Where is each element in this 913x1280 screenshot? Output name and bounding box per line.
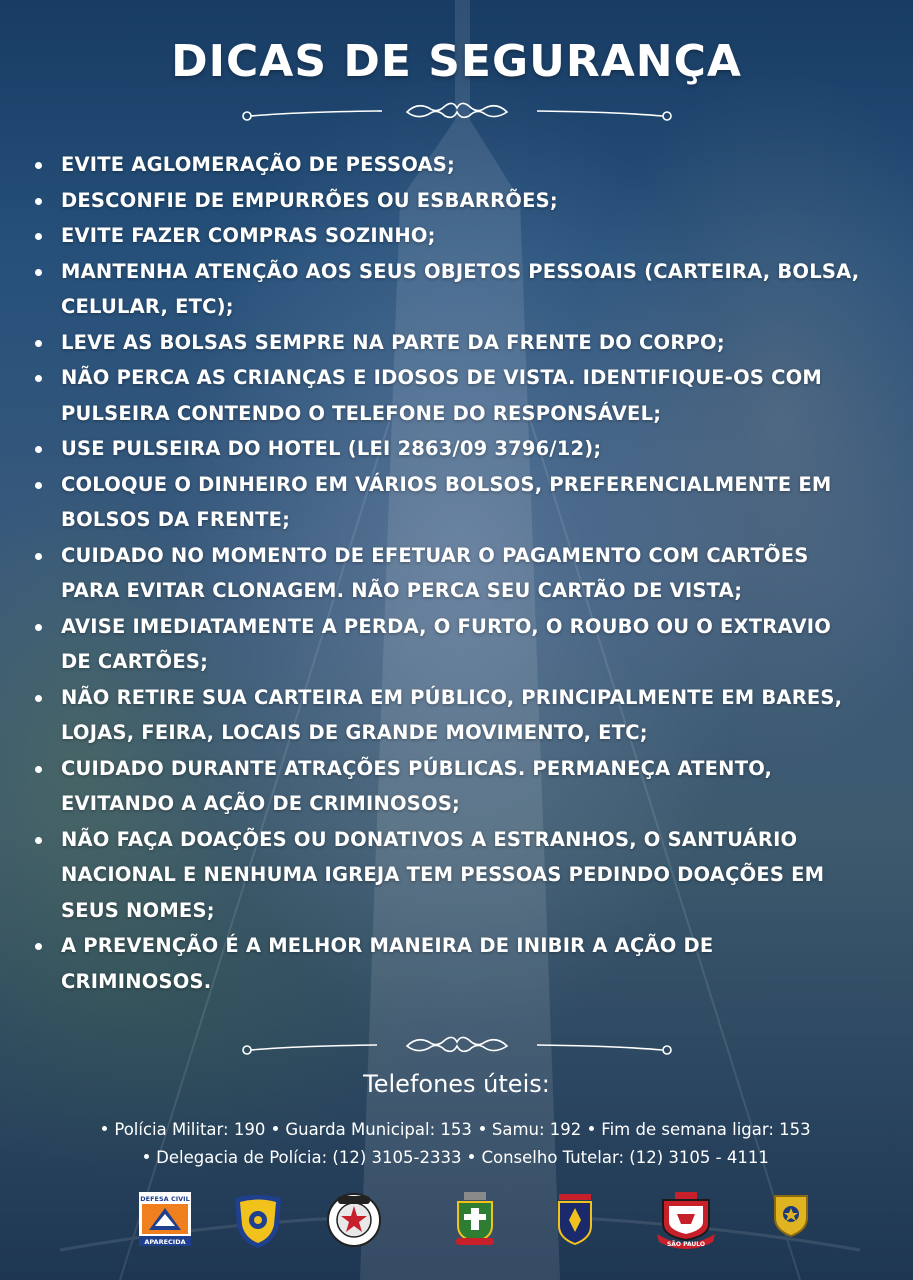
tip-text-line: A PREVENÇÃO É A MELHOR MANEIRA DE INIBIR A AÇÃO DE	[61, 934, 714, 957]
bullet-icon	[469, 1154, 474, 1159]
aparecida-city-crest-logo	[452, 1192, 498, 1246]
tip-item	[30, 360, 900, 431]
tip-item	[30, 325, 900, 361]
tip-text-line: CUIDADO DURANTE ATRAÇÕES PÚBLICAS. PERMANEÇA ATENTO,	[61, 756, 773, 780]
phone-text: Guarda Municipal: 153	[285, 1120, 472, 1139]
bullet-icon	[35, 233, 42, 240]
bullet-icon	[102, 1126, 107, 1131]
tip-item	[30, 609, 900, 680]
phone-entry	[480, 1120, 581, 1139]
sao-paulo-state-crest-logo	[655, 1192, 717, 1250]
tip-text-line: NÃO PERCA AS CRIANÇAS E IDOSOS DE VISTA. IDENTIFIQUE-OS COM	[61, 366, 822, 389]
tip-item	[30, 538, 900, 609]
tip-item	[30, 751, 900, 822]
bullet-icon	[35, 482, 42, 489]
tip-item	[30, 218, 900, 254]
tip-text-line: CRIMINOSOS.	[61, 969, 212, 993]
tip-text-line: EVITANDO A AÇÃO DE CRIMINOSOS;	[61, 792, 461, 815]
phone-entry	[273, 1120, 472, 1139]
tip-item	[30, 431, 900, 467]
bullet-icon	[273, 1126, 278, 1131]
bullet-icon	[35, 446, 42, 453]
tip-item	[30, 183, 900, 219]
phones-row-1	[0, 1120, 913, 1139]
bullet-icon	[35, 269, 42, 276]
bullet-icon	[35, 340, 42, 347]
phones-row-2	[0, 1148, 913, 1167]
tip-text-line: DE CARTÕES;	[61, 650, 209, 673]
tip-text-line: BOLSOS DA FRENTE;	[61, 508, 291, 531]
defesa-civil-logo	[139, 1192, 191, 1246]
useful-phones-title: Telefones úteis:	[363, 1070, 550, 1098]
tip-item	[30, 928, 900, 999]
bullet-icon	[589, 1126, 594, 1131]
phone-text: Polícia Militar: 190	[114, 1120, 266, 1139]
tip-item	[30, 254, 900, 325]
ornamental-divider-top	[0, 98, 913, 132]
tip-text-line: DESCONFIE DE EMPURRÕES OU ESBARRÕES;	[61, 188, 558, 212]
ornamental-divider-bottom	[0, 1032, 913, 1066]
bullet-icon	[35, 375, 42, 382]
bullet-icon	[35, 624, 42, 631]
phone-text: Conselho Tutelar: (12) 3105 - 4111	[481, 1148, 769, 1167]
bullet-icon	[35, 766, 42, 773]
bullet-icon	[144, 1154, 149, 1159]
page-title: DICAS DE SEGURANÇA	[171, 36, 742, 87]
tip-text-line: PARA EVITAR CLONAGEM. NÃO PERCA SEU CARTÃO DE VISTA;	[61, 579, 743, 602]
guarda-municipal-logo	[231, 1192, 285, 1250]
tip-text-line: SEUS NOMES;	[61, 898, 215, 922]
phone-entry	[469, 1148, 768, 1167]
phone-entry	[589, 1120, 810, 1139]
tip-text-line: CUIDADO NO MOMENTO DE EFETUAR O PAGAMENTO COM CARTÕES	[61, 543, 809, 567]
tip-text-line: NACIONAL E NENHUMA IGREJA TEM PESSOAS PEDINDO DOAÇÕES EM	[61, 863, 825, 886]
bullet-icon	[35, 837, 42, 844]
bullet-icon	[35, 162, 42, 169]
svg-text:DEFESA CIVIL: DEFESA CIVIL	[140, 1195, 190, 1203]
tip-text-line: LOJAS, FEIRA, LOCAIS DE GRANDE MOVIMENTO, ETC;	[61, 721, 648, 744]
bullet-icon	[35, 695, 42, 702]
phone-text: Delegacia de Polícia: (12) 3105-2333	[156, 1148, 462, 1167]
bullet-icon	[480, 1126, 485, 1131]
bullet-icon	[35, 943, 42, 950]
tip-item	[30, 147, 900, 183]
phone-entry	[144, 1148, 461, 1167]
tip-text-line: NÃO FAÇA DOAÇÕES OU DONATIVOS A ESTRANHOS, O SANTUÁRIO	[61, 827, 798, 851]
tip-text-line: USE PULSEIRA DO HOTEL (LEI 2863/09 3796/12);	[61, 437, 602, 460]
svg-text:APARECIDA: APARECIDA	[144, 1238, 186, 1246]
tip-text-line: EVITE FAZER COMPRAS SOZINHO;	[61, 224, 436, 247]
tip-text-line: AVISE IMEDIATAMENTE A PERDA, O FURTO, O ROUBO OU O EXTRAVIO	[61, 614, 832, 638]
tip-item	[30, 680, 900, 751]
phone-text: Fim de semana ligar: 153	[601, 1120, 811, 1139]
tip-text-line: NÃO RETIRE SUA CARTEIRA EM PÚBLICO, PRINCIPALMENTE EM BARES,	[61, 685, 843, 709]
tip-text-line: COLOQUE O DINHEIRO EM VÁRIOS BOLSOS, PREFERENCIALMENTE EM	[61, 472, 832, 496]
bullet-icon	[35, 198, 42, 205]
phone-text: Samu: 192	[491, 1120, 582, 1139]
svg-text:SÃO PAULO: SÃO PAULO	[666, 1241, 706, 1248]
tip-text-line: PULSEIRA CONTENDO O TELEFONE DO RESPONSÁVEL;	[61, 401, 662, 425]
bullet-icon	[35, 553, 42, 560]
tip-item	[30, 822, 900, 929]
tip-text-line: EVITE AGLOMERAÇÃO DE PESSOAS;	[61, 153, 455, 176]
institution-logos-row	[0, 1192, 913, 1252]
policia-civil-logo	[555, 1192, 595, 1246]
policia-militar-logo	[326, 1192, 382, 1248]
tip-text-line: CELULAR, ETC);	[61, 295, 234, 318]
tip-text-line: LEVE AS BOLSAS SEMPRE NA PARTE DA FRENTE DO CORPO;	[61, 330, 725, 354]
phone-entry	[102, 1120, 265, 1139]
safety-tips-list	[30, 147, 900, 999]
policia-rodoviaria-logo	[771, 1192, 811, 1238]
tip-item	[30, 467, 900, 538]
tip-text-line: MANTENHA ATENÇÃO AOS SEUS OBJETOS PESSOAIS (CARTEIRA, BOLSA,	[61, 259, 860, 283]
